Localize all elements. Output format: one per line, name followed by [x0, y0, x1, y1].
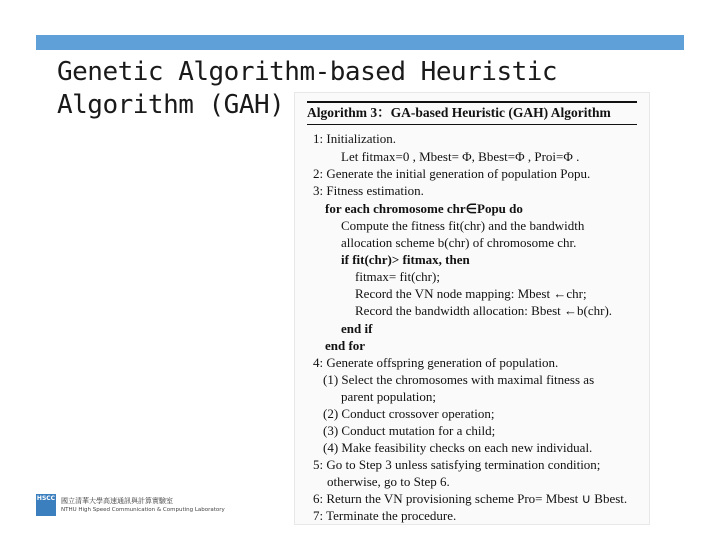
footer-org-english: NTHU High Speed Communication & Computing Laboratory	[61, 507, 225, 513]
slide-title-line-1: Genetic Algorithm-based Heuristic	[57, 57, 558, 87]
title-accent-bar	[36, 35, 684, 50]
algorithm-line: otherwise, go to Step 6.	[327, 474, 450, 489]
algorithm-line: 1: Initialization.	[313, 131, 397, 146]
algorithm-line: fitmax= fit(chr);	[355, 269, 440, 284]
algorithm-line: for each chromosome chr∈Popu do	[325, 201, 523, 216]
algorithm-line: Let fitmax=0 , Mbest= Φ, Bbest=Φ , Proi=Φ .	[341, 149, 580, 164]
algorithm-line: (4) Make feasibility checks on each new individual.	[323, 440, 593, 455]
algorithm-line: 2: Generate the initial generation of population Popu.	[313, 166, 591, 181]
algorithm-line: Record the bandwidth allocation: Bbest ←b(chr).	[355, 303, 613, 318]
algorithm-line: end for	[325, 338, 366, 353]
algorithm-header: Algorithm 3：GA-based Heuristic (GAH) Algorithm	[307, 101, 637, 125]
footer-org-chinese: 國立清華大學高速通訊與計算實驗室	[61, 497, 173, 505]
algorithm-line: parent population;	[341, 389, 436, 404]
algorithm-line: 6: Return the VN provisioning scheme Pro= Mbest ∪ Bbest.	[313, 491, 628, 506]
algorithm-figure	[294, 92, 650, 525]
algorithm-line: (2) Conduct crossover operation;	[323, 406, 495, 421]
algorithm-line: allocation scheme b(chr) of chromosome chr.	[341, 235, 577, 250]
lab-logo	[36, 494, 56, 516]
slide-title-line-2: Algorithm (GAH)	[57, 90, 285, 120]
algorithm-line: end if	[341, 321, 373, 336]
algorithm-line: Record the VN node mapping: Mbest ←chr;	[355, 286, 587, 301]
algorithm-line: 4: Generate offspring generation of population.	[313, 355, 559, 370]
algorithm-line: (1) Select the chromosomes with maximal fitness as	[323, 372, 595, 387]
algorithm-line: (3) Conduct mutation for a child;	[323, 423, 496, 438]
algorithm-line: 5: Go to Step 3 unless satisfying termination condition;	[313, 457, 601, 472]
lab-logo-text: HSCC	[36, 495, 56, 502]
algorithm-line: 7: Terminate the procedure.	[313, 508, 457, 523]
algorithm-line: 3: Fitness estimation.	[313, 183, 424, 198]
algorithm-line: Compute the fitness fit(chr) and the bandwidth	[341, 218, 585, 233]
algorithm-line: if fit(chr)> fitmax, then	[341, 252, 470, 267]
